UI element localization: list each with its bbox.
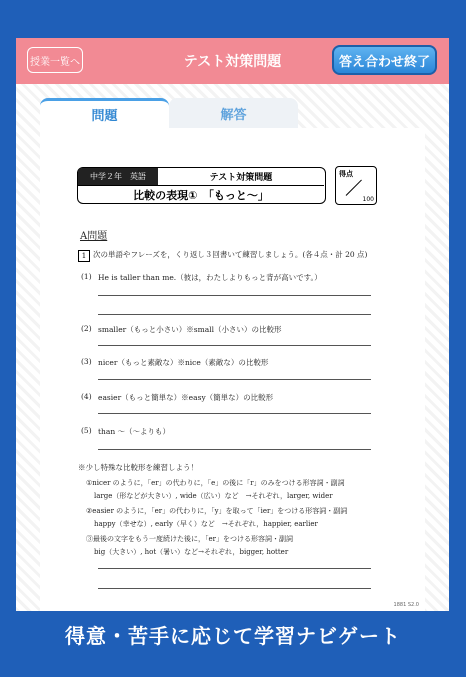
question-num: (1) (81, 272, 92, 281)
question-num: (5) (81, 426, 92, 435)
question-text: nicer（もっと素敵な）※nice（素敵な）の比較形 (98, 358, 269, 367)
worksheet (40, 128, 425, 611)
answer-line (98, 345, 371, 346)
score-box (335, 166, 377, 205)
finish-grading-button[interactable]: 答え合わせ終了 (332, 45, 437, 75)
test-title: テスト対策問題 (158, 168, 324, 186)
answer-line (98, 449, 371, 450)
note-line: ③最後の文字をもう一度続けた後に，「er」をつける形容詞・副詞 (86, 535, 293, 543)
page-title: テスト対策問題 (183, 54, 282, 70)
content-area (16, 84, 449, 611)
question-text: than 〜（〜よりも） (98, 427, 171, 436)
grade-subject: 中学２年 英語 (78, 168, 158, 185)
question-text: smaller（もっと小さい）※small（小さい）の比較形 (98, 325, 282, 334)
note-line: ②easier のように，「er」の代わりに，「y」を取って「ier」をつける形容詞・副詞 (86, 507, 348, 515)
question-text: He is taller than me.（彼は，わたしよりもっと背が高いです。） (98, 273, 322, 282)
header-bar (16, 38, 449, 84)
answer-line (98, 314, 371, 315)
answer-line (98, 568, 371, 569)
note-line: happy（幸せな）, early（早く）など →それぞれ，happier, earlier (94, 520, 318, 528)
section-title: A問題 (80, 231, 108, 242)
score-max: 100 (362, 196, 374, 203)
note-line: ①nicer のように，「er」の代わりに，「e」の後に「r」のみをつける形容詞・副詞 (86, 479, 345, 487)
question-num: (3) (81, 357, 92, 366)
answer-line (98, 379, 371, 380)
tab-answers[interactable]: 解答 (169, 98, 298, 128)
back-to-list-button[interactable]: 授業一覧へ (27, 47, 83, 73)
worksheet-header (77, 167, 326, 204)
app-window (16, 38, 449, 611)
footer-caption: 得意・苦手に応じて学習ナビゲート (65, 624, 401, 648)
note-title: ※少し特殊な比較形を練習しよう！ (78, 463, 198, 472)
answer-line (98, 413, 371, 414)
tab-questions[interactable]: 問題 (40, 98, 169, 128)
page-code: 1881 S2.0 (393, 602, 419, 608)
question-num: (2) (81, 324, 92, 333)
note-line: big（大きい）, hot（暑い）など→それぞれ，bigger, hotter (94, 548, 289, 556)
answer-line (98, 295, 371, 296)
lesson-title: 比較の表現① 「もっと〜」 (133, 188, 269, 202)
instruction-text: 次の単語やフレーズを，くり返し３回書いて練習しましょう。(各４点・計 20 点) (93, 250, 368, 259)
score-label: 得点 (339, 170, 353, 178)
note-line: large（形などが大きい）, wide（広い）など →それぞれ，larger, wider (94, 492, 333, 500)
question-text: easier（もっと簡単な）※easy（簡単な）の比較形 (98, 393, 274, 402)
answer-line (98, 588, 371, 589)
question-num: (4) (81, 392, 92, 401)
question-number-box: 1 (78, 250, 90, 262)
score-slash (346, 180, 362, 196)
